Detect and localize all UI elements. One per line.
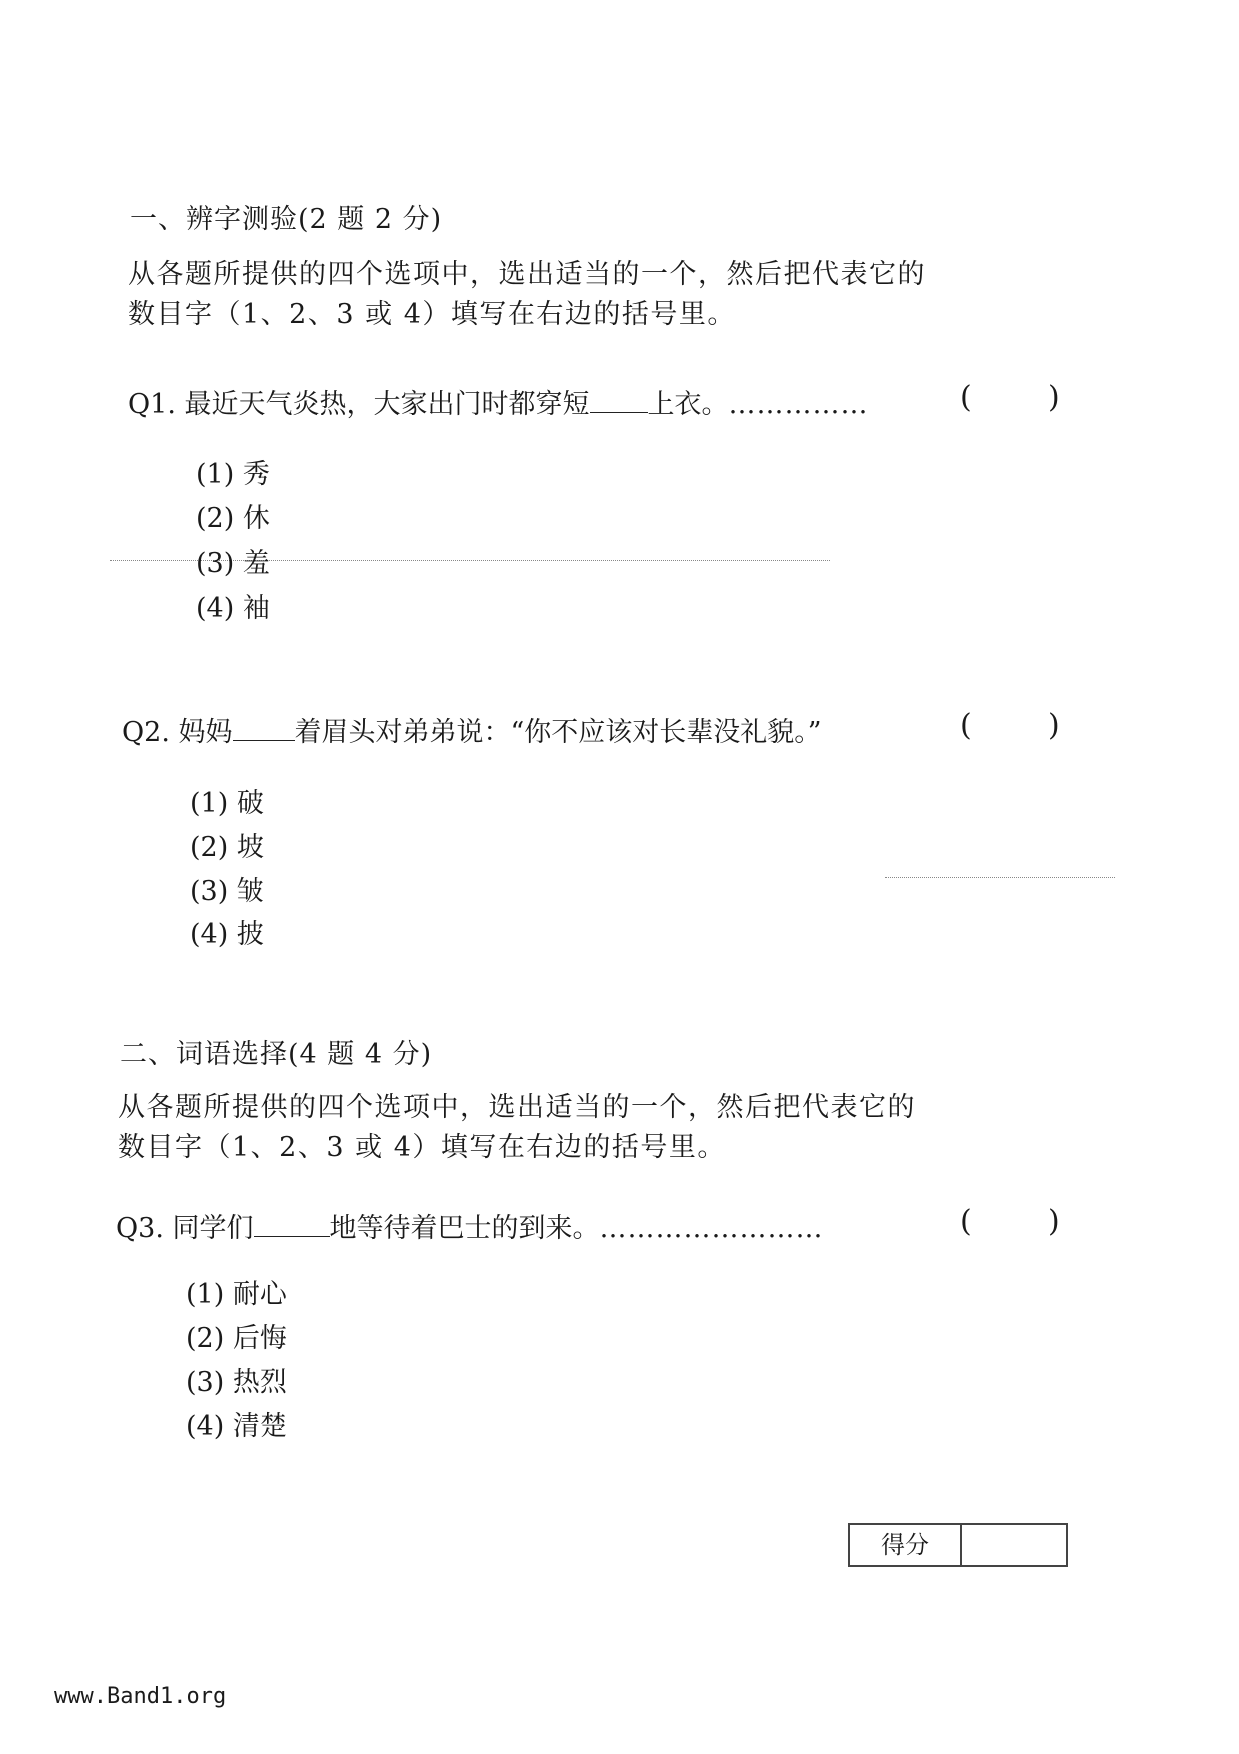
q2-text-before: 妈妈 (178, 717, 233, 748)
section2-instruction-line1: 从各题所提供的四个选项中，选出适当的一个，然后把代表它的 (118, 1092, 916, 1123)
q3-leader-dots: …………………… (599, 1213, 824, 1244)
q2-option-1: (1) 破 (190, 788, 264, 819)
q3-blank (254, 1235, 330, 1237)
question-q2 (122, 710, 822, 749)
q1-answer-paren-open: ( (960, 380, 972, 415)
q3-answer-paren-open: ( (960, 1204, 972, 1239)
score-value-field[interactable] (962, 1525, 1066, 1565)
q2-text-after: 着眉头对弟弟说：“你不应该对长辈没礼貌。” (294, 717, 822, 748)
q1-leader-dots: …………… (728, 389, 869, 420)
question-q3 (116, 1206, 824, 1245)
q1-option-2: (2) 休 (196, 503, 270, 534)
section1-heading: 一、辨字测验(2 题 2 分) (130, 204, 443, 235)
section1-instruction-line2: 数目字（1、2、3 或 4）填写在右边的括号里。 (128, 299, 736, 330)
section2-heading: 二、词语选择(4 题 4 分) (120, 1039, 433, 1070)
question-q1 (128, 382, 869, 421)
q2-option-2: (2) 坡 (190, 832, 264, 863)
q2-answer-paren-close: ) (1048, 708, 1060, 743)
q1-answer-paren-close: ) (1048, 380, 1060, 415)
q1-option-1: (1) 秀 (196, 459, 270, 490)
q3-option-1: (1) 耐心 (186, 1279, 287, 1310)
q3-answer-paren-close: ) (1048, 1204, 1060, 1239)
q3-option-2: (2) 后悔 (186, 1323, 287, 1354)
section1-instruction-line1: 从各题所提供的四个选项中，选出适当的一个，然后把代表它的 (128, 259, 926, 290)
scan-noise-line (885, 877, 1115, 878)
section2-instruction-line2: 数目字（1、2、3 或 4）填写在右边的括号里。 (118, 1132, 726, 1163)
q1-number: Q1. (128, 389, 176, 420)
q2-option-4: (4) 披 (190, 919, 264, 950)
q2-blank (233, 739, 295, 741)
q1-text-after: 上衣。 (647, 389, 729, 420)
score-box (848, 1523, 1068, 1567)
q1-text-before: 最近天气炎热，大家出门时都穿短 (184, 389, 590, 420)
q3-text-before: 同学们 (172, 1213, 254, 1244)
q1-option-3: (3) 羞 (196, 548, 270, 579)
q2-number: Q2. (122, 717, 170, 748)
q2-option-3: (3) 皱 (190, 876, 264, 907)
q3-number: Q3. (116, 1213, 164, 1244)
q1-option-4: (4) 袖 (196, 593, 270, 624)
q3-option-3: (3) 热烈 (186, 1367, 287, 1398)
q1-blank (590, 411, 648, 413)
q3-text-after: 地等待着巴士的到来。 (329, 1213, 600, 1244)
q3-option-4: (4) 清楚 (186, 1411, 287, 1442)
footer-watermark: www.Band1.org (54, 1684, 227, 1709)
score-label: 得分 (850, 1525, 962, 1565)
q2-answer-paren-open: ( (960, 708, 972, 743)
